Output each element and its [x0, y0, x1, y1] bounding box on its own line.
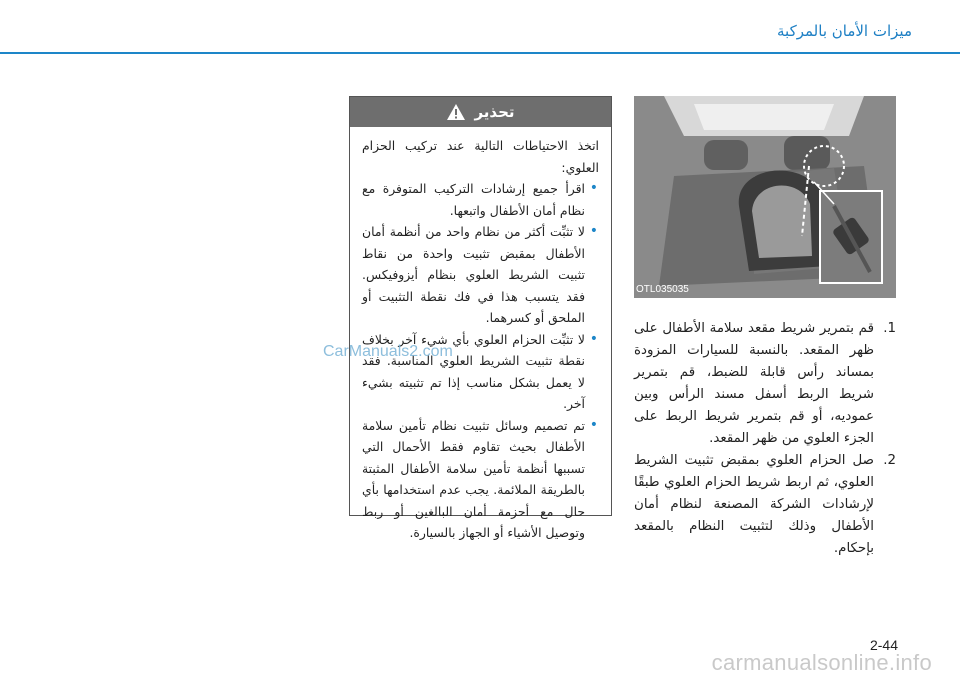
step-text: صل الحزام العلوي بمقبض تثبيت الشريط العلوي، ثم اربط شريط الحزام العلوي طبقًا لإرشادات الشركة المصنعة لنظام أمان الأطفال وذلك لتثبيت النظام بالمقعد بإحكام.: [634, 453, 874, 556]
warning-triangle-icon: [446, 103, 466, 121]
figure-code: OTL035035: [636, 284, 689, 295]
warning-intro: اتخذ الاحتياطات التالية عند تركيب الحزام العلوي:: [362, 138, 599, 175]
warning-header: [350, 97, 611, 127]
steps-list: [634, 318, 896, 560]
warning-body: [350, 127, 611, 544]
watermark: CarManuals2.com: [323, 343, 453, 360]
warning-box: [349, 96, 612, 540]
warning-bullet: • اقرأ جميع إرشادات التركيب المتوفرة مع نظام أمان الأطفال واتبعها.: [362, 178, 585, 221]
warning-bullet: • لا تثبِّت أكثر من نظام واحد من أنظمة أمان الأطفال بمقبض تثبيت واحدة من نقاط تثبيت الشريط العلوي بنظام أيزوفيكس. فقد يتسبب هذا في فك نقطة التثبيت أو الملحق أو كسرهما.: [362, 221, 585, 329]
step-number: 1.: [883, 321, 896, 336]
step-text: قم بتمرير شريط مقعد سلامة الأطفال على ظهر المقعد. بالنسبة للسيارات المزودة بمساند رأس قابلة للضبط، قم بتمرير شريط الربط أسفل مسند الرأس وبين عموديه، أو قم بتمرير شريط الربط على الجزء العلوي من ظهر المقعد.: [634, 321, 874, 446]
header-divider: [0, 52, 960, 54]
child-seat-photo: [634, 96, 896, 298]
warning-title: تحذير: [474, 103, 515, 121]
step-number: 2.: [883, 453, 896, 468]
child-seat-illustration: [634, 96, 896, 298]
header-title: ميزات الأمان بالمركبة: [777, 22, 912, 40]
step-2: [634, 450, 896, 560]
page-number: 2-44: [869, 637, 898, 653]
warning-bullet: • لا تثبِّت الحزام العلوي بأي شيء آخر بخلاف نقطة تثبيت الشريط العلوي المناسبة. فقد لا يعمل بشكل مناسب إذا تم تثبيته بشيء آخر.: [362, 329, 585, 415]
footer-site: carmanualsonline.info: [711, 650, 932, 675]
warning-bullet: • تم تصميم وسائل تثبيت نظام تأمين سلامة الأطفال بحيث تقاوم فقط الأحمال التي تسببها أنظمة تأمين سلامة الأطفال المثبتة بالطريقة الملائمة. يجب عدم استخدامها بأي حال مع أحزمة أمان البالغين أو ربط وتوصيل الأشياء أو الجهاز بالسيارة.: [362, 415, 585, 544]
step-1: [634, 318, 896, 450]
